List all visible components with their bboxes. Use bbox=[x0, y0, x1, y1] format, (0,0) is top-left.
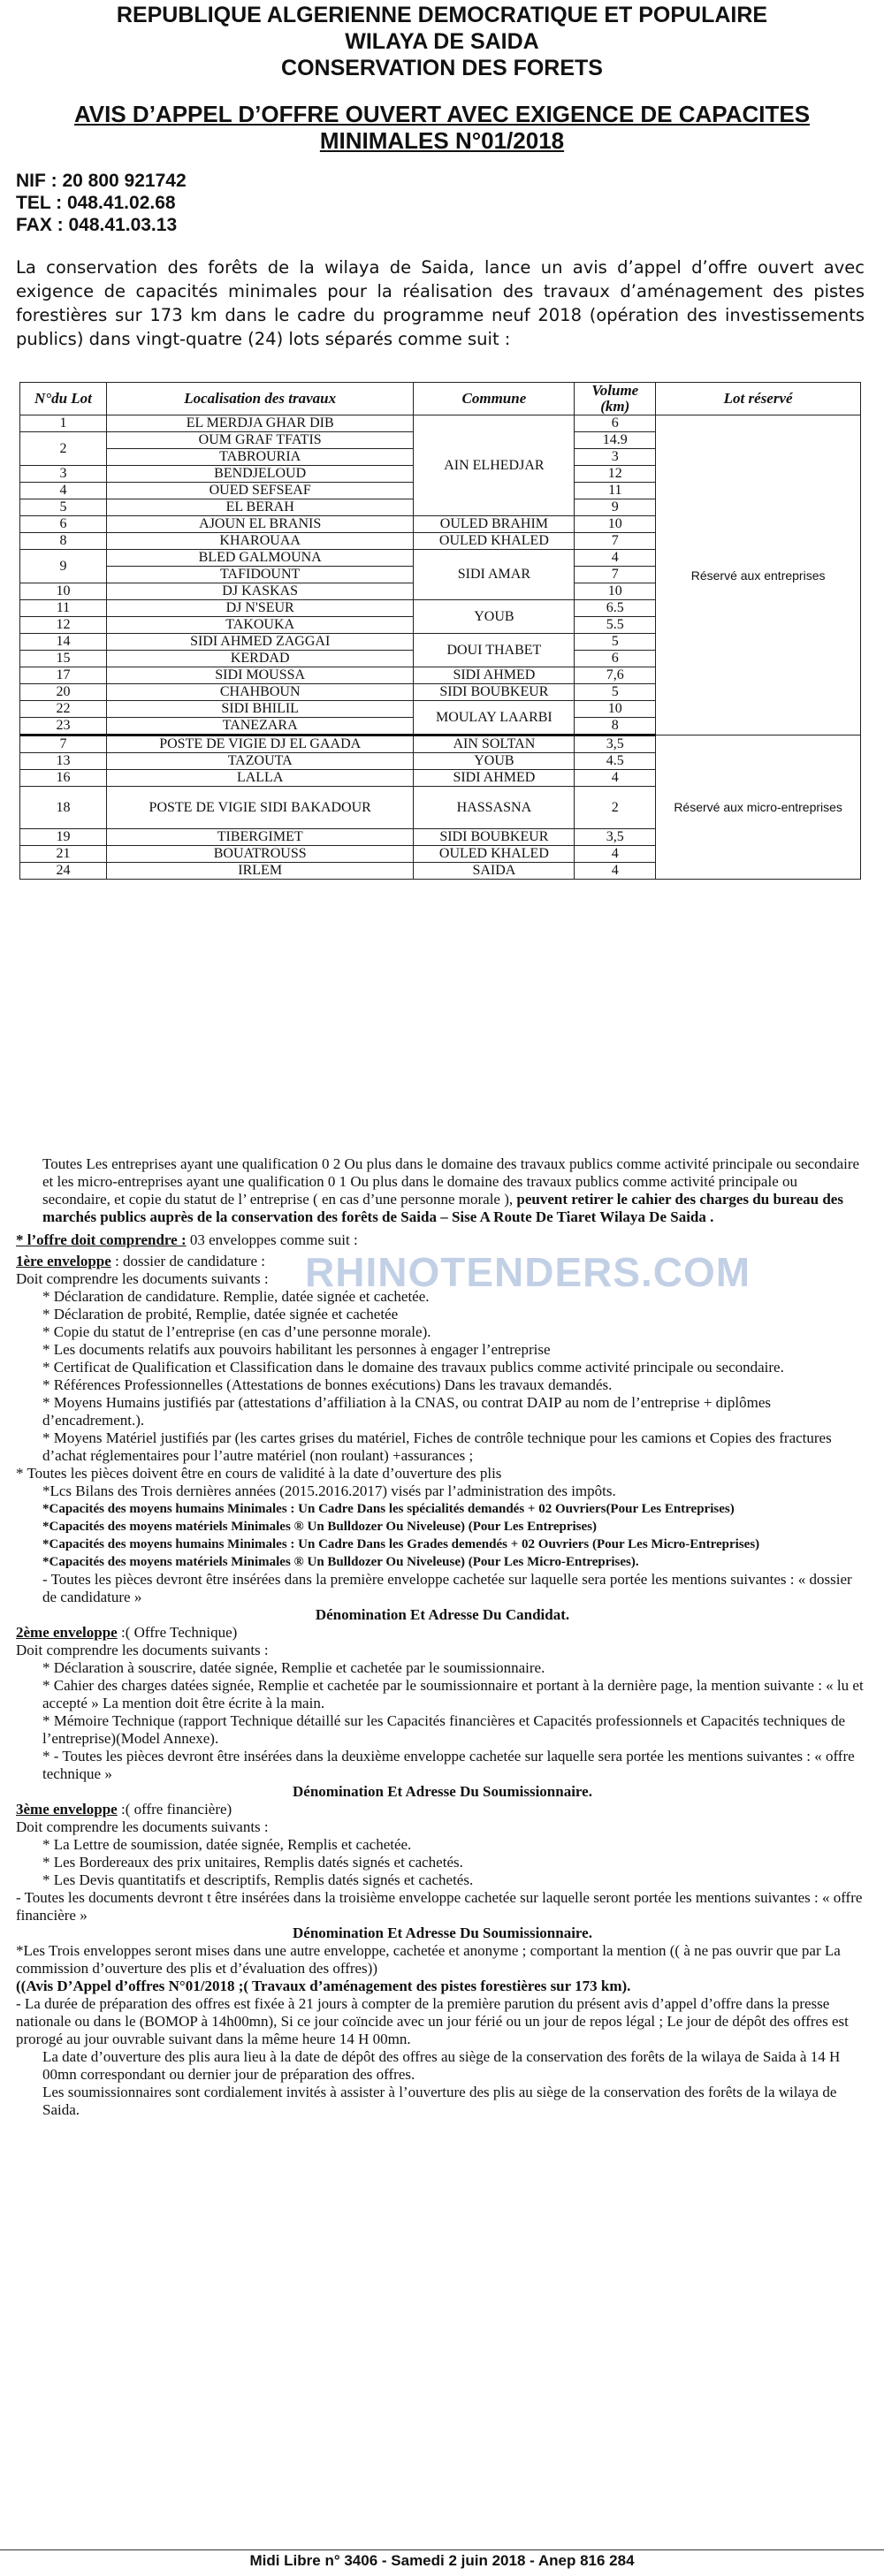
tel: TEL : 048.41.02.68 bbox=[16, 193, 176, 213]
contact-block bbox=[16, 170, 884, 236]
lot-cell: 7 bbox=[20, 735, 107, 753]
location-cell: TAFIDOUNT bbox=[106, 567, 414, 583]
volume-cell: 3,5 bbox=[575, 829, 656, 846]
commune-cell: SAIDA bbox=[414, 863, 575, 880]
table-header-row bbox=[20, 383, 861, 415]
sub-item: *Lcs Bilans des Trois dernières années (2015.2016.2017) visés par l’administration des impôts. bbox=[42, 1482, 616, 1499]
lot-cell: 2 bbox=[20, 432, 107, 466]
col-header: Volume (km) bbox=[575, 383, 656, 415]
list-item: * Les Bordereaux des prix unitaires, Remplis datés signés et cachetés. bbox=[42, 1854, 463, 1871]
list-item: * Déclaration de candidature. Remplie, datée signée et cachetée. bbox=[42, 1288, 430, 1305]
lot-cell: 5 bbox=[20, 499, 107, 516]
commune-cell: OULED KHALED bbox=[414, 533, 575, 550]
volume-cell: 4.5 bbox=[575, 753, 656, 770]
volume-cell: 5.5 bbox=[575, 617, 656, 634]
envelope-1-intro: Doit comprendre les documents suivants : bbox=[16, 1270, 269, 1287]
list-item: * Cahier des charges datées signée, Remplie et cachetée par le soumissionnaire et portant à la dernière page, la mention suivante : « lu et accepté » La mention doit être écrite à la main. bbox=[42, 1677, 864, 1711]
location-cell: TAKOUKA bbox=[106, 617, 414, 634]
envelope-2-denomination: Dénomination Et Adresse Du Soumissionnaire. bbox=[293, 1783, 592, 1800]
commune-cell: OULED KHALED bbox=[414, 846, 575, 863]
lot-cell: 15 bbox=[20, 651, 107, 667]
location-cell: KERDAD bbox=[106, 651, 414, 667]
location-cell: BLED GALMOUNA bbox=[106, 550, 414, 567]
lot-cell: 22 bbox=[20, 701, 107, 718]
location-cell: BOUATROUSS bbox=[106, 846, 414, 863]
volume-cell: 10 bbox=[575, 701, 656, 718]
header-line: REPUBLIQUE ALGERIENNE DEMOCRATIQUE ET POPULAIRE bbox=[116, 3, 768, 27]
sub-item: *Capacités des moyens matériels Minimales ® Un Bulldozer Ou Niveleuse) (Pour Les Micro-Entreprises). bbox=[42, 1555, 639, 1569]
location-cell: EL BERAH bbox=[106, 499, 414, 516]
list-item: * Déclaration de probité, Remplie, datée signée et cachetée bbox=[42, 1306, 399, 1322]
conditions-body bbox=[16, 1155, 869, 2119]
list-item: * Les Devis quantitatifs et descriptifs, Remplis datés signés et cachetés. bbox=[42, 1871, 474, 1888]
lot-cell: 12 bbox=[20, 617, 107, 634]
lot-cell: 14 bbox=[20, 634, 107, 651]
volume-cell: 9 bbox=[575, 499, 656, 516]
volume-cell: 4 bbox=[575, 846, 656, 863]
location-cell: SIDI MOUSSA bbox=[106, 667, 414, 684]
location-cell: IRLEM bbox=[106, 863, 414, 880]
col-header: Lot réservé bbox=[656, 383, 861, 415]
footer: Midi Libre n° 3406 - Samedi 2 juin 2018 - Anep 816 284 bbox=[249, 2552, 635, 2569]
list-item: * La Lettre de soumission, datée signée, Remplis et cachetée. bbox=[42, 1836, 412, 1853]
lot-cell: 16 bbox=[20, 770, 107, 787]
col-header: N°du Lot bbox=[20, 383, 107, 415]
lot-cell: 1 bbox=[20, 415, 107, 432]
lot-cell: 21 bbox=[20, 846, 107, 863]
volume-cell: 14.9 bbox=[575, 432, 656, 449]
volume-cell: 6.5 bbox=[575, 600, 656, 617]
volume-cell: 5 bbox=[575, 684, 656, 701]
final-envelope-text: *Les Trois enveloppes seront mises dans une autre enveloppe, cachetée et anonyme ; comportant la mention (( à ne pas ouvrir que par La commission d’ouverture des plis et d’évaluation des offres)) bbox=[16, 1942, 841, 1977]
lot-cell: 13 bbox=[20, 753, 107, 770]
commune-cell: AIN SOLTAN bbox=[414, 735, 575, 753]
commune-cell: DOUI THABET bbox=[414, 634, 575, 667]
volume-cell: 6 bbox=[575, 415, 656, 432]
commune-cell: OULED BRAHIM bbox=[414, 516, 575, 533]
list-item: * Références Professionnelles (Attestations de bonnes exécutions) Dans les travaux demandés. bbox=[42, 1376, 613, 1393]
location-cell: SIDI AHMED ZAGGAI bbox=[106, 634, 414, 651]
volume-cell: 5 bbox=[575, 634, 656, 651]
location-cell: TAZOUTA bbox=[106, 753, 414, 770]
list-item: * Moyens Matériel justifiés par (les cartes grises du matériel, Fiches de contrôle technique pour les camions et Copies des fractures d’achat réglementaires pour l’autre matériel (non roulant) +assurances ; bbox=[42, 1429, 832, 1464]
volume-cell: 8 bbox=[575, 718, 656, 735]
preparation-delay: - La durée de préparation des offres est fixée à 21 jours à compter de la première parution du présent avis d’appel d’offre dans la presse nationale ou dans le (BOMOP à 14h00mn), Si ce jour coïncide avec un jour férié ou un jour de repos légal ; Le jour de dépôt des offres est prorogé au jour ouvrable suivant dans la même heure 14 H 00mn. bbox=[16, 1995, 849, 2047]
intro-paragraph: La conservation des forêts de la wilaya de Saida, lance un avis d’appel d’offre ouvert avec exigence de capacités minimales pour la réalisation des travaux d’aménagement des pistes forestières sur 173 km dans le cadre du programme neuf 2018 (opération des investissements publics) dans vingt-quatre (24) lots séparés comme suit : bbox=[16, 257, 865, 349]
envelope-2-label: 2ème enveloppe bbox=[16, 1624, 118, 1641]
envelope-1-end: - Toutes les pièces devront être insérées dans la première enveloppe cachetée sur laquelle sera portée les mentions suivantes : « dossier de candidature » bbox=[42, 1571, 852, 1605]
reserved-cell: Réservé aux micro-entreprises bbox=[656, 735, 861, 880]
location-cell: AJOUN EL BRANIS bbox=[106, 516, 414, 533]
volume-cell: 7 bbox=[575, 533, 656, 550]
title-line: AVIS D’APPEL D’OFFRE OUVERT AVEC EXIGENCE DE CAPACITES bbox=[73, 101, 811, 127]
col-header: Localisation des travaux bbox=[106, 383, 414, 415]
reserved-cell: Réservé aux entreprises bbox=[656, 415, 861, 735]
sub-item: *Capacités des moyens humains Minimales : Un Cadre Dans les spécialités demandés + 02 Ouvriers(Pour Les Entreprises) bbox=[42, 1502, 735, 1516]
opening-date: La date d’ouverture des plis aura lieu à la date de dépôt des offres au siège de la conservation des forêts de la wilaya de Saida à 14 H 00mn correspondant ou dernier jour de préparation des offres. bbox=[42, 2048, 841, 2083]
list-item: * Déclaration à souscrire, datée signée, Remplie et cachetée par le soumissionnaire. bbox=[42, 1659, 545, 1676]
lot-cell: 10 bbox=[20, 583, 107, 600]
lot-cell: 20 bbox=[20, 684, 107, 701]
envelope-3-end: - Toutes les documents devront t être insérées dans la troisième enveloppe cachetée sur laquelle seront portée les mentions suivantes : « offre financière » bbox=[16, 1889, 863, 1924]
location-cell: OUED SEFSEAF bbox=[106, 483, 414, 499]
title-line: MINIMALES N°01/2018 bbox=[319, 127, 565, 154]
envelope-1-title: 1ère enveloppe : dossier de candidature : bbox=[16, 1253, 266, 1269]
location-cell: BENDJELOUD bbox=[106, 466, 414, 483]
volume-cell: 3 bbox=[575, 449, 656, 466]
location-cell: TANEZARA bbox=[106, 718, 414, 735]
commune-cell: SIDI AHMED bbox=[414, 667, 575, 684]
commune-cell: MOULAY LAARBI bbox=[414, 701, 575, 735]
volume-cell: 7 bbox=[575, 567, 656, 583]
fax: FAX : 048.41.03.13 bbox=[16, 215, 178, 235]
list-item: * Moyens Humains justifiés par (attestations d’affiliation à la CNAS, ou contrat DAIP au nom de l’entreprise + diplômes d’encadrement.). bbox=[42, 1394, 772, 1429]
lot-cell: 23 bbox=[20, 718, 107, 735]
lot-cell: 4 bbox=[20, 483, 107, 499]
location-cell: TIBERGIMET bbox=[106, 829, 414, 846]
lot-cell: 3 bbox=[20, 466, 107, 483]
lot-cell: 19 bbox=[20, 829, 107, 846]
offre-label: * l’offre doit comprendre : bbox=[16, 1231, 187, 1248]
location-cell: CHAHBOUN bbox=[106, 684, 414, 701]
table-row bbox=[20, 735, 861, 753]
volume-cell: 4 bbox=[575, 863, 656, 880]
nif: NIF : 20 800 921742 bbox=[16, 171, 187, 191]
list-item: * Certificat de Qualification et Classification dans le domaine des travaux publics comme activité principale ou secondaire. bbox=[42, 1359, 784, 1376]
envelope-3-denomination: Dénomination Et Adresse Du Soumissionnaire. bbox=[293, 1924, 592, 1941]
sub-item: *Capacités des moyens matériels Minimales ® Un Bulldozer Ou Niveleuse) (Pour Les Entreprises) bbox=[42, 1520, 597, 1534]
lot-cell: 24 bbox=[20, 863, 107, 880]
list-item: * Les documents relatifs aux pouvoirs habilitant les personnes à engager l’entreprise bbox=[42, 1341, 551, 1358]
volume-cell: 7,6 bbox=[575, 667, 656, 684]
location-cell: POSTE DE VIGIE DJ EL GAADA bbox=[106, 735, 414, 753]
location-cell: EL MERDJA GHAR DIB bbox=[106, 415, 414, 432]
location-cell: DJ N'SEUR bbox=[106, 600, 414, 617]
envelope-3-label: 3ème enveloppe bbox=[16, 1801, 118, 1818]
lot-cell: 8 bbox=[20, 533, 107, 550]
commune-cell: SIDI AMAR bbox=[414, 550, 575, 600]
commune-cell: YOUB bbox=[414, 600, 575, 634]
watermark: RHINOTENDERS.COM bbox=[305, 1249, 751, 1295]
envelope-1-label: 1ère enveloppe bbox=[16, 1253, 111, 1269]
location-cell: LALLA bbox=[106, 770, 414, 787]
envelope-3-intro: Doit comprendre les documents suivants : bbox=[16, 1818, 269, 1835]
volume-cell: 11 bbox=[575, 483, 656, 499]
sub-item: *Capacités des moyens humains Minimales : Un Cadre Dans les Grades demendés + 02 Ouvriers (Pour Les Micro-Entreprises) bbox=[42, 1537, 760, 1551]
volume-cell: 4 bbox=[575, 770, 656, 787]
table-row bbox=[20, 415, 861, 432]
location-cell: TABROURIA bbox=[106, 449, 414, 466]
envelope-2-title: 2ème enveloppe :( Offre Technique) bbox=[16, 1624, 238, 1641]
footer-divider bbox=[0, 2549, 884, 2550]
volume-cell: 10 bbox=[575, 516, 656, 533]
lot-cell: 6 bbox=[20, 516, 107, 533]
withdraw-text: peuvent retirer le cahier des charges du bureau des marchés publics auprès de la conservation des forêts de Saida – Sise A Route De Tiaret Wilaya De Saida . bbox=[42, 1191, 843, 1225]
document-header bbox=[0, 2, 884, 81]
envelope-3-title: 3ème enveloppe :( offre financière) bbox=[16, 1801, 232, 1818]
col-header: Commune bbox=[414, 383, 575, 415]
location-cell: DJ KASKAS bbox=[106, 583, 414, 600]
volume-cell: 2 bbox=[575, 787, 656, 829]
commune-cell: SIDI AHMED bbox=[414, 770, 575, 787]
commune-cell: SIDI BOUBKEUR bbox=[414, 829, 575, 846]
eligibility-text: Toutes Les entreprises ayant une qualification 0 2 Ou plus dans le domaine des travaux publics comme activité principale ou secondaire et les micro-entreprises ayant une qualification 0 1 Ou plus dans le domaine des travaux publics comme activité principale ou secondaire, et copie du statut de l’ entreprise ( en cas d’une personne morale ), peuvent retirer le cahier des charges du bureau des marchés publics auprès de la conservation des forêts de Saida – Sise A Route De Tiaret Wilaya De Saida . bbox=[42, 1155, 860, 1225]
lot-cell: 9 bbox=[20, 550, 107, 583]
lot-cell: 17 bbox=[20, 667, 107, 684]
commune-cell: SIDI BOUBKEUR bbox=[414, 684, 575, 701]
volume-cell: 6 bbox=[575, 651, 656, 667]
commune-cell: AIN ELHEDJAR bbox=[414, 415, 575, 516]
location-cell: SIDI BHILIL bbox=[106, 701, 414, 718]
list-item: * - Toutes les pièces devront être insérées dans la deuxième enveloppe cachetée sur laquelle sera portée les mentions suivantes : « offre technique » bbox=[42, 1748, 855, 1782]
envelope-2-intro: Doit comprendre les documents suivants : bbox=[16, 1642, 269, 1658]
header-line: CONSERVATION DES FORETS bbox=[281, 56, 603, 80]
location-cell: KHAROUAA bbox=[106, 533, 414, 550]
notice-title bbox=[0, 101, 884, 154]
commune-cell: HASSASNA bbox=[414, 787, 575, 829]
volume-cell: 12 bbox=[575, 466, 656, 483]
envelope-1-denomination: Dénomination Et Adresse Du Candidat. bbox=[315, 1606, 570, 1623]
lot-cell: 11 bbox=[20, 600, 107, 617]
list-item: * Copie du statut de l’entreprise (en cas d’une personne morale). bbox=[42, 1323, 431, 1340]
location-cell: POSTE DE VIGIE SIDI BAKADOUR bbox=[106, 787, 414, 829]
invitation: Les soumissionnaires sont cordialement invités à assister à l’ouverture des plis au siège de la conservation des forêts de la wilaya de Saida. bbox=[42, 2084, 837, 2118]
lot-cell: 18 bbox=[20, 787, 107, 829]
volume-cell: 3,5 bbox=[575, 735, 656, 753]
list-item: * Toutes les pièces doivent être en cours de validité à la date d’ouverture des plis bbox=[16, 1465, 502, 1482]
location-cell: OUM GRAF TFATIS bbox=[106, 432, 414, 449]
offer-structure: * l’offre doit comprendre : 03 enveloppes comme suit : bbox=[16, 1231, 358, 1248]
commune-cell: YOUB bbox=[414, 753, 575, 770]
notice-reference: ((Avis D’Appel d’offres N°01/2018 ;( Travaux d’aménagement des pistes forestières sur 173 km). bbox=[16, 1978, 631, 1994]
list-item: * Mémoire Technique (rapport Technique détaillé sur les Capacités financières et Capacités professionnels et Capacités techniques de l’entreprise)(Model Annexe). bbox=[42, 1712, 846, 1747]
header-line: WILAYA DE SAIDA bbox=[345, 29, 539, 54]
volume-cell: 4 bbox=[575, 550, 656, 567]
volume-cell: 10 bbox=[575, 583, 656, 600]
lots-table bbox=[19, 382, 861, 880]
